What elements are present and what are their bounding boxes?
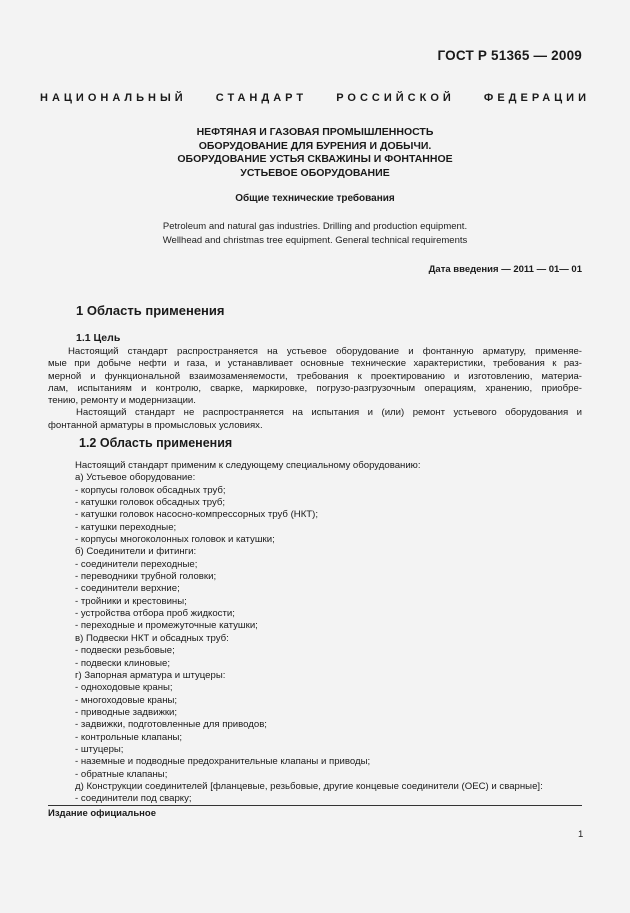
- paragraph-line: мые при добыче нефти и газа, и устанавливает основные технические характеристики, требования к раз-: [48, 358, 582, 370]
- title-line: НЕФТЯНАЯ И ГАЗОВАЯ ПРОМЫШЛЕННОСТЬ: [196, 126, 434, 138]
- list-item: - приводные задвижки;: [75, 706, 178, 718]
- list-item: - подвески резьбовые;: [75, 645, 175, 657]
- paragraph-line: тению, ремонту и модернизации.: [48, 395, 196, 407]
- list-item: г) Запорная арматура и штуцеры:: [75, 669, 226, 681]
- list-item: б) Соединители и фитинги:: [75, 546, 197, 558]
- list-item: д) Конструкции соединителей [фланцевые, резьбовые, другие концевые соединители (ОЕС) и сварные]:: [75, 780, 543, 792]
- list-item: - переводники трубной головки;: [75, 571, 217, 583]
- paragraph-line: Настоящий стандарт не распространяется на испытания и (или) ремонт устьевого оборудования и: [76, 407, 582, 419]
- footer-divider: [48, 805, 582, 806]
- english-title: [40, 220, 590, 247]
- list-item: - подвески клиновые;: [75, 657, 171, 669]
- list-item: а) Устьевое оборудование:: [75, 472, 196, 484]
- list-item: - наземные и подводные предохранительные клапаны и приводы;: [75, 756, 371, 768]
- list-item: - задвижки, подготовленные для приводов;: [75, 719, 267, 731]
- list-item: - одноходовые краны;: [75, 682, 173, 694]
- list-item: - соединители под сварку;: [75, 793, 192, 805]
- paragraph-line: фонтанной арматуры в промысловых условиях.: [48, 419, 263, 431]
- list-item: - многоходовые краны;: [75, 694, 178, 706]
- paragraph-line: лам, испытаниям и контролю, сварке, маркировке, погрузо-разгрузочным операциям, хранению, приобре-: [48, 382, 582, 394]
- list-item: - соединители переходные;: [75, 558, 198, 570]
- title-line: ОБОРУДОВАНИЕ УСТЬЯ СКВАЖИНЫ И ФОНТАННОЕ: [177, 153, 453, 165]
- list-item: в) Подвески НКТ и обсадных труб:: [75, 632, 229, 644]
- english-title-line: Wellhead and christmas tree equipment. General technical requirements: [162, 234, 468, 246]
- list-item: - контрольные клапаны;: [75, 731, 183, 743]
- official-edition-label: Издание официальное: [48, 808, 156, 819]
- subsection-heading-application: 1.2 Область применения: [79, 436, 233, 450]
- list-item: - устройства отбора проб жидкости;: [75, 608, 235, 620]
- subsection-heading-purpose: 1.1 Цель: [76, 332, 121, 344]
- list-item: - переходные и промежуточные катушки;: [75, 620, 258, 632]
- list-item: - корпусы головок обсадных труб;: [75, 484, 226, 496]
- list-item: - корпусы многоколонных головок и катушки;: [75, 534, 275, 546]
- list-item: - обратные клапаны;: [75, 768, 168, 780]
- list-item: - катушки головок обсадных труб;: [75, 497, 226, 509]
- list-item: - тройники и крестовины;: [75, 595, 187, 607]
- standard-banner: НАЦИОНАЛЬНЫЙ СТАНДАРТ РОССИЙСКОЙ ФЕДЕРАЦИИ: [40, 92, 590, 104]
- purpose-paragraph: [48, 346, 582, 432]
- list-item: - штуцеры;: [75, 743, 124, 755]
- title-line: ОБОРУДОВАНИЕ ДЛЯ БУРЕНИЯ И ДОБЫЧИ.: [198, 139, 432, 152]
- list-item: - катушки головок насосно-компрессорных труб (НКТ);: [75, 509, 319, 521]
- paragraph-line: Настоящий стандарт распространяется на устьевое оборудование и фонтанную арматуру, применяе-: [68, 346, 582, 357]
- introduction-date: Дата введения — 2011 — 01— 01: [428, 264, 582, 275]
- list-item: Настоящий стандарт применим к следующему специальному оборудованию:: [75, 460, 421, 471]
- document-subtitle: Общие технические требования: [235, 193, 395, 204]
- document-number: ГОСТ Р 51365 — 2009: [437, 48, 582, 63]
- equipment-list: [75, 460, 543, 806]
- title-line: УСТЬЕВОЕ ОБОРУДОВАНИЕ: [240, 166, 390, 179]
- section-heading-scope: 1 Область применения: [76, 303, 225, 318]
- list-item: - катушки переходные;: [75, 521, 177, 533]
- paragraph-line: мерной и функциональной взаимозаменяемости, требования к проектированию и изготовлению, материа-: [48, 370, 582, 382]
- english-title-line: Petroleum and natural gas industries. Drilling and production equipment.: [162, 221, 468, 232]
- document-title: [40, 126, 590, 180]
- list-item: - соединители верхние;: [75, 583, 180, 595]
- page-number: 1: [578, 829, 584, 840]
